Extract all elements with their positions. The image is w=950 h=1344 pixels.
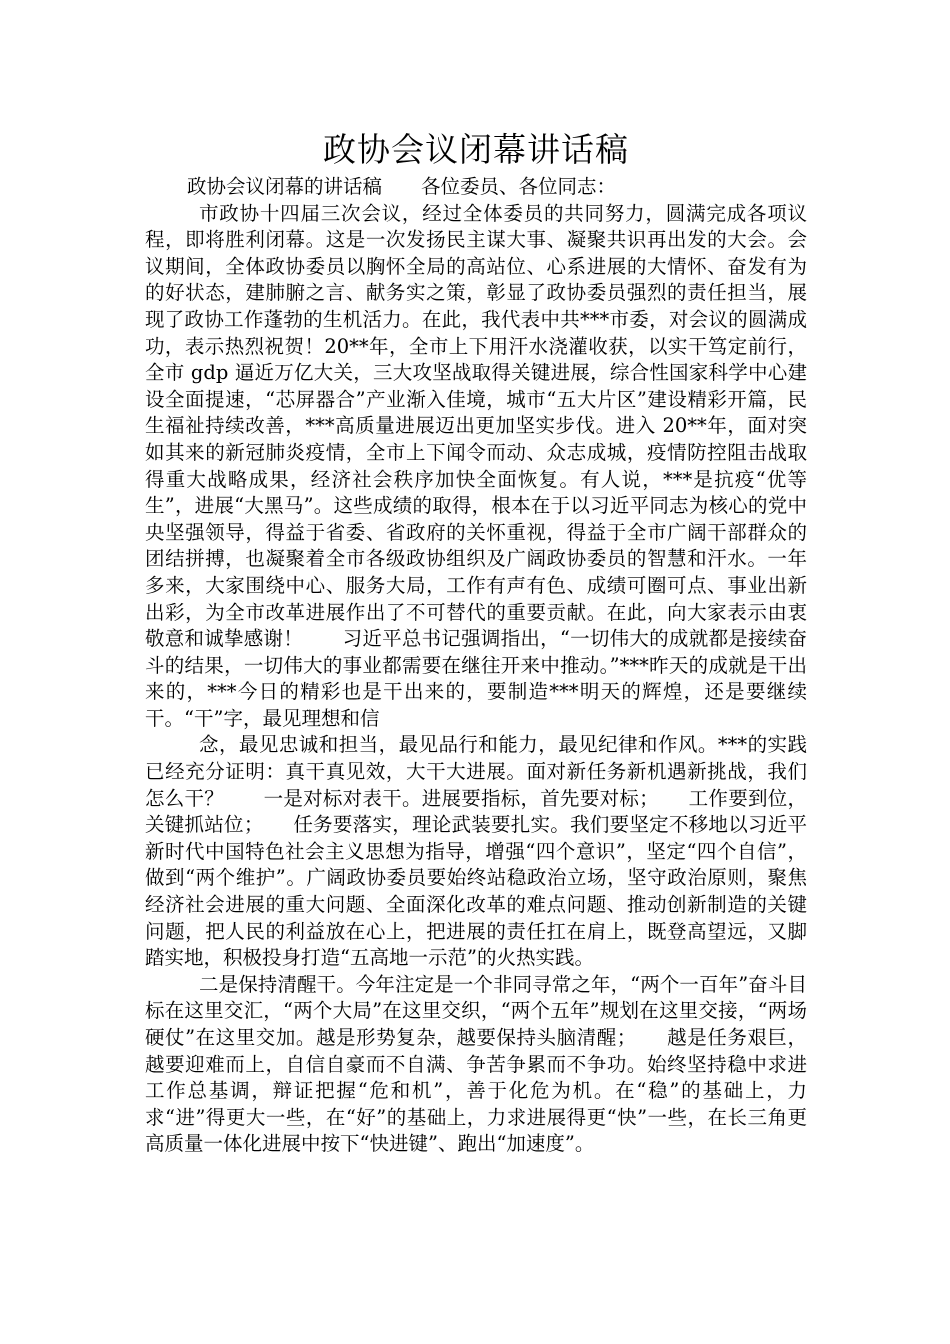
- document-paragraph: 二是保持清醒干。今年注定是一个非同寻常之年，“两个一百年”奋斗目标在这里交汇，“两个大局”在这里交织，“两个五年”规划在这里交接，“两场硬仗”在这里交加。越是形势复杂，越要保持头脑清醒； 越是任务艰巨，越要迎难而上，自信自豪而不自满、争苦争累而不争功。始终坚持稳中求进工作总基调，辩证把握“危和机”，善于化危为机。在“稳”的基础上，力求“进”得更大一些，在“好”的基础上，力求进展得更“快”一些，在长三角更高质量一体化进展中按下“快进键”、跑出“加速度”。: [145, 972, 807, 1156]
- document-title: 政协会议闭幕讲话稿: [323, 130, 629, 169]
- document-paragraph: 念，最见忠诚和担当，最见品行和能力，最见纪律和作风。***的实践已经充分证明：真干真见效，大干大进展。面对新任务新机遇新挑战，我们怎么干？ 一是对标对表干。进展要指标，首先要对标； 工作要到位，关键抓站位； 任务要落实，理论武装要扎实。我们要坚定不移地以习近平新时代中国特色社会主义思想为指导，增强“四个意识”，坚定“四个自信”，做到“两个维护”。广阔政协委员要始终站稳政治立场，坚守政治原则，聚焦经济社会进展的重大问题、全面深化改革的难点问题、推动创新制造的关键问题，把人民的利益放在心上，把进展的责任扛在肩上，既登高望远，又脚踏实地，积极投身打造“五高地一示范”的火热实践。: [145, 733, 807, 970]
- document-paragraph: 市政协十四届三次会议，经过全体委员的共同努力，圆满完成各项议程，即将胜利闭幕。这是一次发扬民主谋大事、凝聚共识再出发的大会。会议期间，全体政协委员以胸怀全局的高站位、心系进展的大情怀、奋发有为的好状态，建肺腑之言、献务实之策，彰显了政协委员强烈的责任担当，展现了政协工作蓬勃的生机活力。在此，我代表中共***市委，对会议的圆满成功，表示热烈祝贺！20**年，全市上下用汗水浇灌收获，以实干笃定前行，全市 gdp 逼近万亿大关，三大攻坚战取得关键进展，综合性国家科学中心建设全面提速，“芯屏器合”产业渐入佳境，城市“五大片区”建设精彩开篇，民生福祉持续改善，***高质量进展迈出更加坚实步伐。进入 20**年，面对突如其来的新冠肺炎疫情，全市上下闻令而动、众志成城，疫情防控阻击战取得重大战略成果，经济社会秩序加快全面恢复。有人说，***是抗疫“优等生”，进展“大黑马”。这些成绩的取得，根本在于以习近平同志为核心的党中央坚强领导，得益于省委、省政府的关怀重视，得益于全市广阔干部群众的团结拼搏，也凝聚着全市各级政协组织及广阔政协委员的智慧和汗水。一年多来，大家围绕中心、服务大局，工作有声有色、成绩可圈可点、事业出新出彩，为全市改革进展作出了不可替代的重要贡献。在此，向大家表示由衷敬意和诚挚感谢！ 习近平总书记强调指出，“一切伟大的成就都是接续奋斗的结果，一切伟大的事业都需要在继往开来中推动。”***昨天的成就是干出来的，***今日的精彩也是干出来的，要制造***明天的辉煌，还是要继续干。“干”字，最见理想和信: [145, 201, 807, 730]
- document-page: [145, 128, 807, 1158]
- document-paragraph: 政协会议闭幕的讲话稿 各位委员、各位同志：: [187, 175, 617, 198]
- document-body: [145, 174, 807, 1158]
